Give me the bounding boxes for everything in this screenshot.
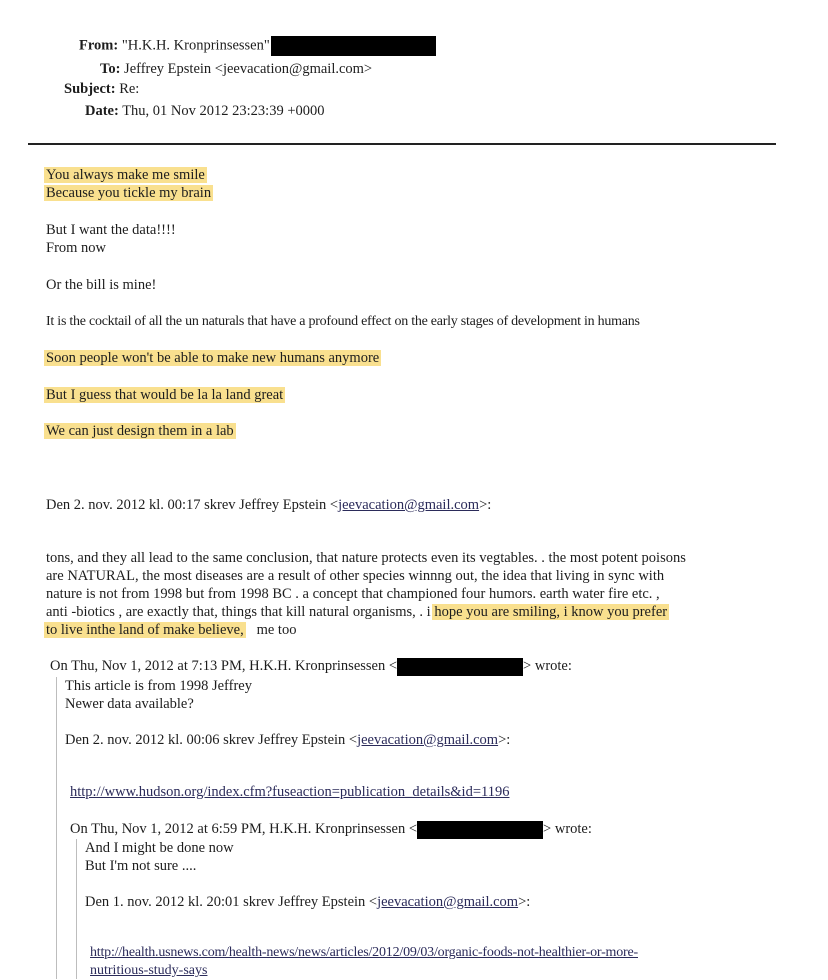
date-label: Date:: [85, 103, 119, 119]
highlighted-text: hope you are smiling, i know you prefer: [434, 604, 668, 620]
url-link[interactable]: http://www.hudson.org/index.cfm?fuseaction=publication_details&id=1196: [70, 784, 510, 800]
body-line-7: [46, 349, 381, 367]
quote-intro-text: On Thu, Nov 1, 2012 at 6:59 PM, H.K.H. Kronprinsessen <: [70, 821, 418, 837]
quote-line-2: But I'm not sure ....: [85, 858, 197, 874]
quote-reply-intro: [85, 893, 530, 911]
to-label: To:: [100, 61, 121, 77]
plain-text: me too: [256, 622, 297, 638]
highlighted-text: We can just design them in a lab: [46, 423, 234, 439]
body-line-4: From now: [46, 240, 107, 256]
date-row: [85, 102, 325, 120]
reply-intro-text: Den 2. nov. 2012 kl. 00:06 skrev Jeffrey Epstein <: [65, 732, 358, 748]
body-line-6: It is the cocktail of all the un naturals that have a profound effect on the early stages of development in humans: [46, 314, 640, 329]
highlighted-text: to live inthe land of make believe,: [46, 622, 244, 638]
quote-line-1: This article is from 1998 Jeffrey: [65, 678, 252, 694]
quote-intro-suffix: > wrote:: [543, 821, 592, 837]
redaction-box: [417, 821, 543, 839]
from-value: "H.K.H. Kronprinsessen": [121, 37, 270, 54]
quote-intro-suffix: > wrote:: [523, 658, 572, 674]
body-line-2: [46, 184, 213, 202]
body-line-5: Or the bill is mine!: [46, 277, 157, 293]
from-row: [79, 36, 436, 56]
redaction-box: [271, 36, 436, 56]
reply-paragraph-line-3: nature is not from 1998 but from 1998 BC . a concept that championed four humors. earth water fire etc. ,: [46, 586, 660, 602]
subject-label: Subject:: [64, 81, 116, 97]
highlighted-text: Soon people won't be able to make new humans anymore: [46, 350, 380, 366]
quote-reply-intro: [65, 731, 510, 749]
quote-line-1: And I might be done now: [85, 840, 234, 856]
from-label: From:: [79, 37, 119, 54]
highlighted-text: You always make me smile: [46, 167, 205, 183]
body-line-9: [46, 422, 236, 440]
redaction-box: [397, 658, 523, 676]
reply-intro: [46, 496, 491, 514]
url-link[interactable]: http://health.usnews.com/health-news/news/articles/2012/09/03/organic-foods-not-healthier-or-more-: [90, 945, 638, 960]
email-link[interactable]: jeevacation@gmail.com: [338, 497, 480, 513]
quote-intro-text: On Thu, Nov 1, 2012 at 7:13 PM, H.K.H. Kronprinsessen <: [50, 658, 398, 674]
body-line-8: [46, 386, 285, 404]
plain-text: anti -biotics , are exactly that, things that kill natural organisms, . i: [46, 604, 431, 620]
date-value: Thu, 01 Nov 2012 23:23:39 +0000: [122, 103, 325, 119]
quote-intro: [70, 820, 592, 839]
usnews-link-line-2[interactable]: [90, 962, 207, 980]
highlighted-text: Because you tickle my brain: [46, 185, 212, 201]
usnews-link-line-1[interactable]: [90, 944, 638, 962]
reply-paragraph-line-2: are NATURAL, the most diseases are a result of other species winnng out, the idea that living in sync with: [46, 568, 665, 584]
quote-line-2: Newer data available?: [65, 696, 194, 712]
header-divider: [28, 143, 776, 145]
email-link[interactable]: jeevacation@gmail.com: [357, 732, 499, 748]
url-link[interactable]: nutritious-study-says: [90, 963, 208, 978]
body-line-3: But I want the data!!!!: [46, 222, 176, 238]
reply-intro-text: Den 1. nov. 2012 kl. 20:01 skrev Jeffrey Epstein <: [85, 894, 378, 910]
to-value: Jeffrey Epstein <jeevacation@gmail.com>: [124, 61, 373, 77]
reply-paragraph-line-4: [46, 603, 669, 621]
email-link[interactable]: jeevacation@gmail.com: [377, 894, 519, 910]
reply-paragraph-line-5: [46, 621, 296, 639]
to-row: [100, 60, 372, 78]
hudson-link[interactable]: [70, 783, 509, 801]
reply-intro-suffix: >:: [479, 497, 492, 513]
subject-row: [64, 80, 139, 98]
reply-intro-text: Den 2. nov. 2012 kl. 00:17 skrev Jeffrey Epstein <: [46, 497, 339, 513]
quote-bar: [76, 839, 77, 979]
reply-paragraph-line-1: tons, and they all lead to the same conclusion, that nature protects even its vegtables. . the most potent poisons: [46, 550, 686, 566]
highlighted-text: But I guess that would be la la land great: [46, 387, 284, 403]
reply-intro-suffix: >:: [518, 894, 531, 910]
subject-value: Re:: [119, 81, 140, 97]
quote-bar: [56, 677, 57, 979]
body-line-1: [46, 166, 207, 184]
quote-intro: [50, 657, 572, 676]
reply-intro-suffix: >:: [498, 732, 511, 748]
